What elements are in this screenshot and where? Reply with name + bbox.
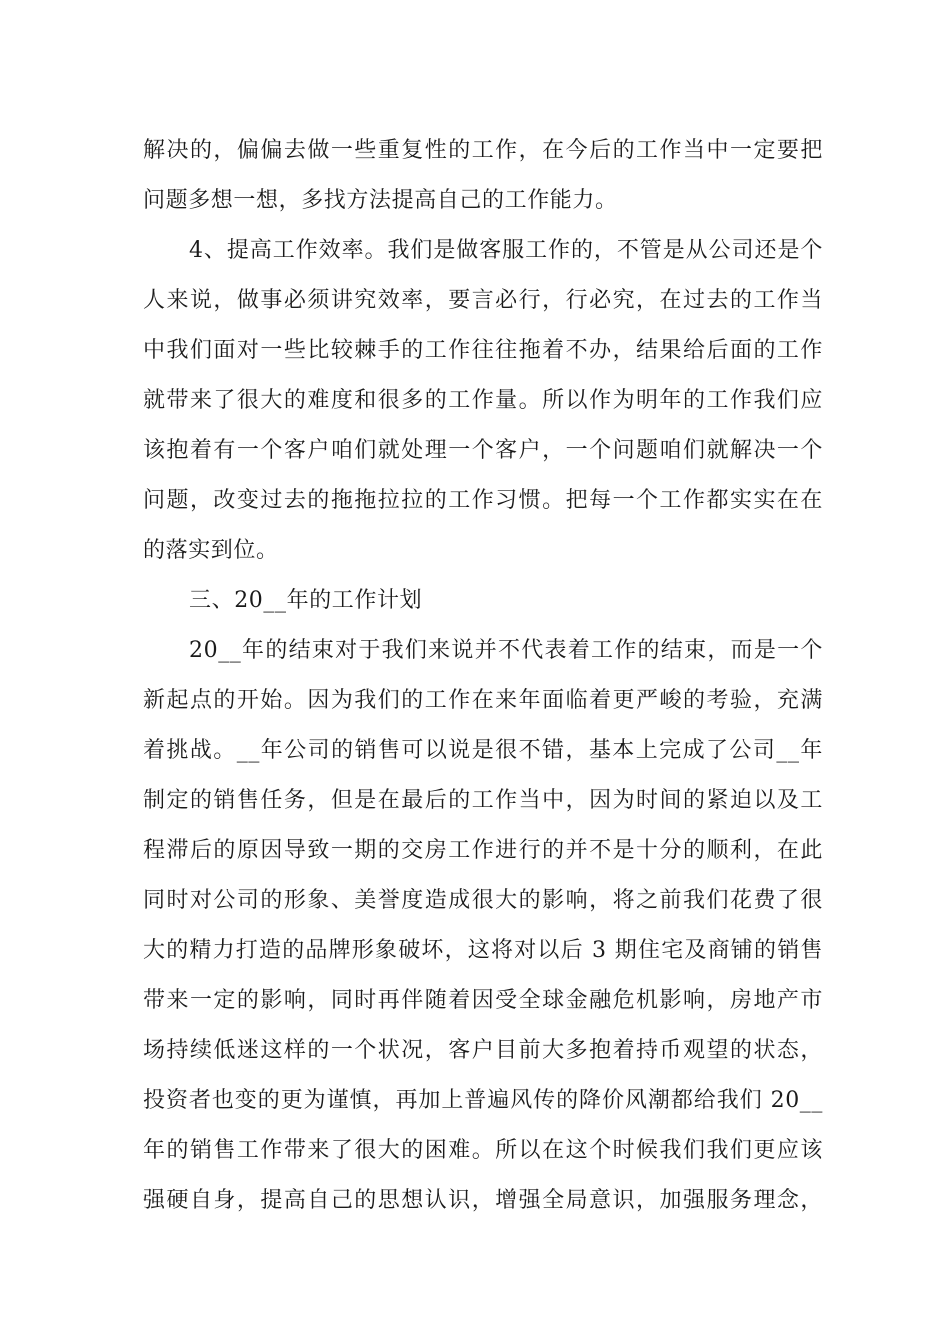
text-line: 人来说，做事必须讲究效率，要言必行，行必究，在过去的工作当: [143, 288, 823, 313]
text-line: 就带来了很大的难度和很多的工作量。所以作为明年的工作我们应: [143, 388, 823, 413]
text-line: 新起点的开始。因为我们的工作在来年面临着更严峻的考验，充满: [143, 688, 823, 713]
text-line: 年的销售工作带来了很大的困难。所以在这个时候我们我们更应该: [143, 1138, 823, 1163]
section-heading: 三、20__年的工作计划: [189, 588, 423, 613]
text-line: 着挑战。__年公司的销售可以说是很不错，基本上完成了公司__年: [143, 738, 823, 763]
text-line: 同时对公司的形象、美誉度造成很大的影响，将之前我们花费了很: [143, 888, 823, 913]
text-line: 投资者也变的更为谨慎，再加上普遍风传的降价风潮都给我们 20__: [143, 1088, 823, 1113]
text-line: 问题多想一想，多找方法提高自己的工作能力。: [143, 188, 618, 213]
text-line: 场持续低迷这样的一个状况，客户目前大多抱着持币观望的状态，: [143, 1038, 823, 1063]
text-line: 带来一定的影响，同时再伴随着因受全球金融危机影响，房地产市: [143, 988, 823, 1013]
text-line: 解决的，偏偏去做一些重复性的工作，在今后的工作当中一定要把: [143, 138, 823, 163]
text-line: 大的精力打造的品牌形象破坏，这将对以后 3 期住宅及商铺的销售: [143, 938, 823, 963]
text-line: 20__年的结束对于我们来说并不代表着工作的结束，而是一个: [189, 638, 823, 663]
text-line: 制定的销售任务，但是在最后的工作当中，因为时间的紧迫以及工: [143, 788, 823, 813]
text-line: 强硬自身，提高自己的思想认识，增强全局意识，加强服务理念，: [143, 1188, 823, 1213]
text-line: 问题，改变过去的拖拖拉拉的工作习惯。把每一个工作都实实在在: [143, 488, 823, 513]
text-line: 中我们面对一些比较棘手的工作往往拖着不办，结果给后面的工作: [143, 338, 823, 363]
text-line: 该抱着有一个客户咱们就处理一个客户，一个问题咱们就解决一个: [143, 438, 823, 463]
text-line: 的落实到位。: [143, 538, 279, 563]
text-line: 4、提高工作效率。我们是做客服工作的，不管是从公司还是个: [189, 238, 823, 263]
text-line: 程滞后的原因导致一期的交房工作进行的并不是十分的顺利，在此: [143, 838, 823, 863]
